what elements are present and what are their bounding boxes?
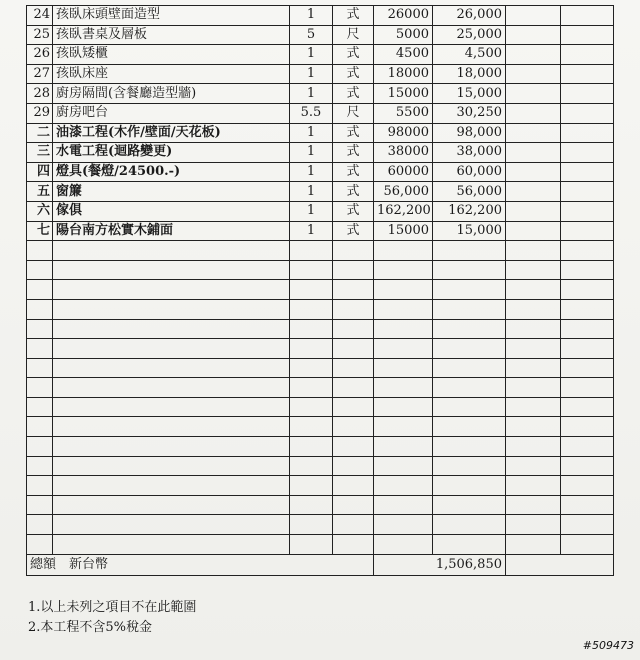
item-extra-2 (561, 64, 614, 84)
item-name (53, 299, 290, 319)
item-name (53, 476, 290, 496)
item-name: 水電工程(迴路變更) (53, 143, 290, 163)
item-amount (433, 515, 506, 535)
item-extra-1 (506, 280, 561, 300)
item-name (53, 339, 290, 359)
item-extra-2 (561, 515, 614, 535)
item-amount (433, 417, 506, 437)
item-number: 二 (27, 123, 53, 143)
item-quantity (290, 495, 333, 515)
item-number: 24 (27, 6, 53, 26)
item-number (27, 476, 53, 496)
item-extra-1 (506, 339, 561, 359)
item-extra-2 (561, 103, 614, 123)
item-amount: 15,000 (433, 221, 506, 241)
item-extra-1 (506, 201, 561, 221)
item-extra-1 (506, 260, 561, 280)
item-name (53, 280, 290, 300)
table-row (27, 103, 614, 123)
item-name (53, 515, 290, 535)
item-quantity: 1 (290, 162, 333, 182)
item-name: 油漆工程(木作/壁面/天花板) (53, 123, 290, 143)
item-unit: 式 (333, 201, 374, 221)
item-unit: 式 (333, 162, 374, 182)
item-unit-price: 15000 (374, 221, 433, 241)
item-quantity (290, 241, 333, 261)
item-extra-1 (506, 45, 561, 65)
item-extra-1 (506, 162, 561, 182)
item-unit-price: 56,000 (374, 182, 433, 202)
item-number: 25 (27, 25, 53, 45)
item-quantity (290, 299, 333, 319)
item-extra-2 (561, 397, 614, 417)
item-unit (333, 535, 374, 555)
table-row (27, 299, 614, 319)
item-extra-1 (506, 495, 561, 515)
item-unit: 尺 (333, 25, 374, 45)
item-unit-price (374, 456, 433, 476)
table-row (27, 280, 614, 300)
item-unit-price: 4500 (374, 45, 433, 65)
item-amount: 25,000 (433, 25, 506, 45)
item-extra-1 (506, 221, 561, 241)
table-row (27, 123, 614, 143)
item-extra-1 (506, 476, 561, 496)
item-quantity (290, 476, 333, 496)
item-amount (433, 319, 506, 339)
item-quantity: 1 (290, 84, 333, 104)
item-extra-2 (561, 123, 614, 143)
table-row (27, 6, 614, 26)
item-quantity (290, 339, 333, 359)
item-unit-price (374, 476, 433, 496)
item-quantity: 5 (290, 25, 333, 45)
item-amount (433, 241, 506, 261)
table-row (27, 476, 614, 496)
item-unit (333, 417, 374, 437)
item-unit-price (374, 319, 433, 339)
item-amount (433, 437, 506, 457)
item-quantity (290, 515, 333, 535)
item-unit (333, 299, 374, 319)
item-number (27, 358, 53, 378)
item-quantity: 1 (290, 45, 333, 65)
item-amount: 162,200 (433, 201, 506, 221)
item-unit: 尺 (333, 103, 374, 123)
table-row (27, 319, 614, 339)
item-unit-price: 60000 (374, 162, 433, 182)
item-name (53, 456, 290, 476)
item-quantity (290, 378, 333, 398)
item-amount (433, 535, 506, 555)
item-extra-2 (561, 299, 614, 319)
item-number (27, 339, 53, 359)
item-extra-2 (561, 280, 614, 300)
item-unit-price: 15000 (374, 84, 433, 104)
item-number (27, 437, 53, 457)
item-extra-2 (561, 437, 614, 457)
item-quantity (290, 417, 333, 437)
item-name: 孩臥矮櫃 (53, 45, 290, 65)
table-row (27, 535, 614, 555)
note-line-2: 2.本工程不含5%稅金 (28, 620, 153, 635)
item-number (27, 241, 53, 261)
item-number: 五 (27, 182, 53, 202)
item-extra-2 (561, 25, 614, 45)
item-unit: 式 (333, 143, 374, 163)
item-number: 29 (27, 103, 53, 123)
total-amount: 1,506,850 (374, 554, 506, 575)
item-unit-price: 162,200 (374, 201, 433, 221)
item-extra-1 (506, 299, 561, 319)
item-name: 孩臥床座 (53, 64, 290, 84)
item-unit: 式 (333, 6, 374, 26)
item-amount: 60,000 (433, 162, 506, 182)
item-amount: 15,000 (433, 84, 506, 104)
item-unit-price (374, 515, 433, 535)
item-amount: 4,500 (433, 45, 506, 65)
item-name: 窗簾 (53, 182, 290, 202)
item-extra-1 (506, 84, 561, 104)
item-extra-2 (561, 45, 614, 65)
item-number (27, 299, 53, 319)
item-number: 三 (27, 143, 53, 163)
item-extra-1 (506, 182, 561, 202)
table-row (27, 417, 614, 437)
item-extra-2 (561, 495, 614, 515)
item-number (27, 397, 53, 417)
item-unit: 式 (333, 182, 374, 202)
item-unit (333, 319, 374, 339)
item-amount (433, 280, 506, 300)
item-name: 孩臥書桌及層板 (53, 25, 290, 45)
total-extra (506, 554, 614, 575)
item-name (53, 417, 290, 437)
item-unit (333, 280, 374, 300)
item-extra-2 (561, 6, 614, 26)
item-number (27, 280, 53, 300)
item-extra-1 (506, 123, 561, 143)
item-unit (333, 397, 374, 417)
table-row (27, 358, 614, 378)
item-quantity (290, 456, 333, 476)
item-number (27, 495, 53, 515)
item-quantity (290, 358, 333, 378)
item-number (27, 417, 53, 437)
item-amount (433, 358, 506, 378)
total-label: 總額 新台幣 (27, 554, 374, 575)
item-number: 六 (27, 201, 53, 221)
item-amount (433, 260, 506, 280)
item-amount: 56,000 (433, 182, 506, 202)
item-unit-price (374, 437, 433, 457)
item-unit-price: 5000 (374, 25, 433, 45)
item-amount (433, 495, 506, 515)
item-name: 燈具(餐燈/24500.-) (53, 162, 290, 182)
item-extra-1 (506, 456, 561, 476)
item-extra-1 (506, 6, 561, 26)
item-extra-2 (561, 319, 614, 339)
item-number (27, 260, 53, 280)
item-quantity (290, 280, 333, 300)
item-number: 26 (27, 45, 53, 65)
item-unit: 式 (333, 64, 374, 84)
item-extra-2 (561, 535, 614, 555)
item-unit-price (374, 280, 433, 300)
item-name (53, 397, 290, 417)
item-quantity: 5.5 (290, 103, 333, 123)
item-name (53, 319, 290, 339)
item-number: 27 (27, 64, 53, 84)
item-extra-2 (561, 201, 614, 221)
notes (28, 598, 196, 638)
item-name (53, 241, 290, 261)
item-unit (333, 241, 374, 261)
table-row (27, 143, 614, 163)
item-extra-2 (561, 162, 614, 182)
table-row (27, 241, 614, 261)
item-amount: 98,000 (433, 123, 506, 143)
item-extra-2 (561, 378, 614, 398)
item-unit-price (374, 260, 433, 280)
item-number: 七 (27, 221, 53, 241)
item-amount: 26,000 (433, 6, 506, 26)
item-unit (333, 515, 374, 535)
item-name: 傢俱 (53, 201, 290, 221)
item-name (53, 358, 290, 378)
item-extra-1 (506, 25, 561, 45)
item-unit (333, 339, 374, 359)
table-row (27, 201, 614, 221)
table-row (27, 84, 614, 104)
item-extra-2 (561, 221, 614, 241)
item-amount (433, 378, 506, 398)
item-quantity: 1 (290, 143, 333, 163)
item-unit-price: 98000 (374, 123, 433, 143)
table-row (27, 437, 614, 457)
item-extra-2 (561, 358, 614, 378)
item-quantity: 1 (290, 221, 333, 241)
item-extra-2 (561, 182, 614, 202)
item-extra-2 (561, 241, 614, 261)
item-unit-price (374, 339, 433, 359)
item-unit (333, 456, 374, 476)
item-extra-1 (506, 515, 561, 535)
item-unit-price (374, 241, 433, 261)
item-extra-2 (561, 260, 614, 280)
table-row (27, 260, 614, 280)
item-unit (333, 437, 374, 457)
item-unit-price (374, 535, 433, 555)
item-quantity (290, 319, 333, 339)
item-unit-price (374, 378, 433, 398)
item-unit-price (374, 417, 433, 437)
item-quantity (290, 397, 333, 417)
table-row (27, 221, 614, 241)
item-quantity: 1 (290, 201, 333, 221)
item-unit-price (374, 299, 433, 319)
item-extra-1 (506, 319, 561, 339)
item-number: 28 (27, 84, 53, 104)
item-quantity: 1 (290, 64, 333, 84)
table-row (27, 339, 614, 359)
item-quantity: 1 (290, 6, 333, 26)
item-extra-1 (506, 64, 561, 84)
item-name: 廚房隔間(含餐廳造型牆) (53, 84, 290, 104)
item-amount (433, 397, 506, 417)
item-unit: 式 (333, 84, 374, 104)
table-row (27, 45, 614, 65)
item-extra-1 (506, 358, 561, 378)
item-amount (433, 476, 506, 496)
item-extra-1 (506, 143, 561, 163)
item-unit (333, 378, 374, 398)
table-row (27, 456, 614, 476)
item-amount (433, 456, 506, 476)
item-number (27, 319, 53, 339)
item-quantity: 1 (290, 123, 333, 143)
table-row (27, 378, 614, 398)
item-unit (333, 495, 374, 515)
item-unit-price: 38000 (374, 143, 433, 163)
item-extra-1 (506, 241, 561, 261)
item-quantity (290, 260, 333, 280)
item-amount: 18,000 (433, 64, 506, 84)
quotation-table (26, 5, 614, 576)
table-row (27, 64, 614, 84)
item-extra-1 (506, 103, 561, 123)
item-name (53, 535, 290, 555)
item-extra-2 (561, 456, 614, 476)
item-name (53, 495, 290, 515)
item-amount: 30,250 (433, 103, 506, 123)
item-extra-1 (506, 535, 561, 555)
item-number (27, 378, 53, 398)
item-amount: 38,000 (433, 143, 506, 163)
item-amount (433, 339, 506, 359)
item-unit: 式 (333, 221, 374, 241)
table-row (27, 515, 614, 535)
item-name: 廚房吧台 (53, 103, 290, 123)
item-name (53, 437, 290, 457)
item-unit-price: 18000 (374, 64, 433, 84)
item-number (27, 456, 53, 476)
item-name: 陽台南方松實木鋪面 (53, 221, 290, 241)
document-id-stamp: #509473 (582, 639, 634, 652)
item-extra-1 (506, 397, 561, 417)
item-unit (333, 476, 374, 496)
item-name (53, 378, 290, 398)
item-quantity (290, 535, 333, 555)
note-line-1: 1.以上未列之項目不在此範圍 (28, 600, 197, 615)
table-row (27, 495, 614, 515)
item-quantity (290, 437, 333, 457)
table-row (27, 25, 614, 45)
item-unit (333, 260, 374, 280)
item-name (53, 260, 290, 280)
table-row (27, 397, 614, 417)
item-extra-2 (561, 143, 614, 163)
item-unit-price (374, 358, 433, 378)
item-number (27, 535, 53, 555)
item-unit-price: 5500 (374, 103, 433, 123)
item-extra-2 (561, 339, 614, 359)
item-amount (433, 299, 506, 319)
item-extra-1 (506, 378, 561, 398)
item-number: 四 (27, 162, 53, 182)
item-unit-price: 26000 (374, 6, 433, 26)
item-extra-1 (506, 437, 561, 457)
item-extra-2 (561, 84, 614, 104)
item-number (27, 515, 53, 535)
table-row (27, 162, 614, 182)
item-unit-price (374, 495, 433, 515)
item-quantity: 1 (290, 182, 333, 202)
item-extra-2 (561, 417, 614, 437)
item-unit: 式 (333, 45, 374, 65)
item-unit: 式 (333, 123, 374, 143)
total-row (27, 554, 614, 575)
table-row (27, 182, 614, 202)
item-unit-price (374, 397, 433, 417)
item-unit (333, 358, 374, 378)
item-name: 孩臥床頭壁面造型 (53, 6, 290, 26)
item-extra-2 (561, 476, 614, 496)
item-extra-1 (506, 417, 561, 437)
